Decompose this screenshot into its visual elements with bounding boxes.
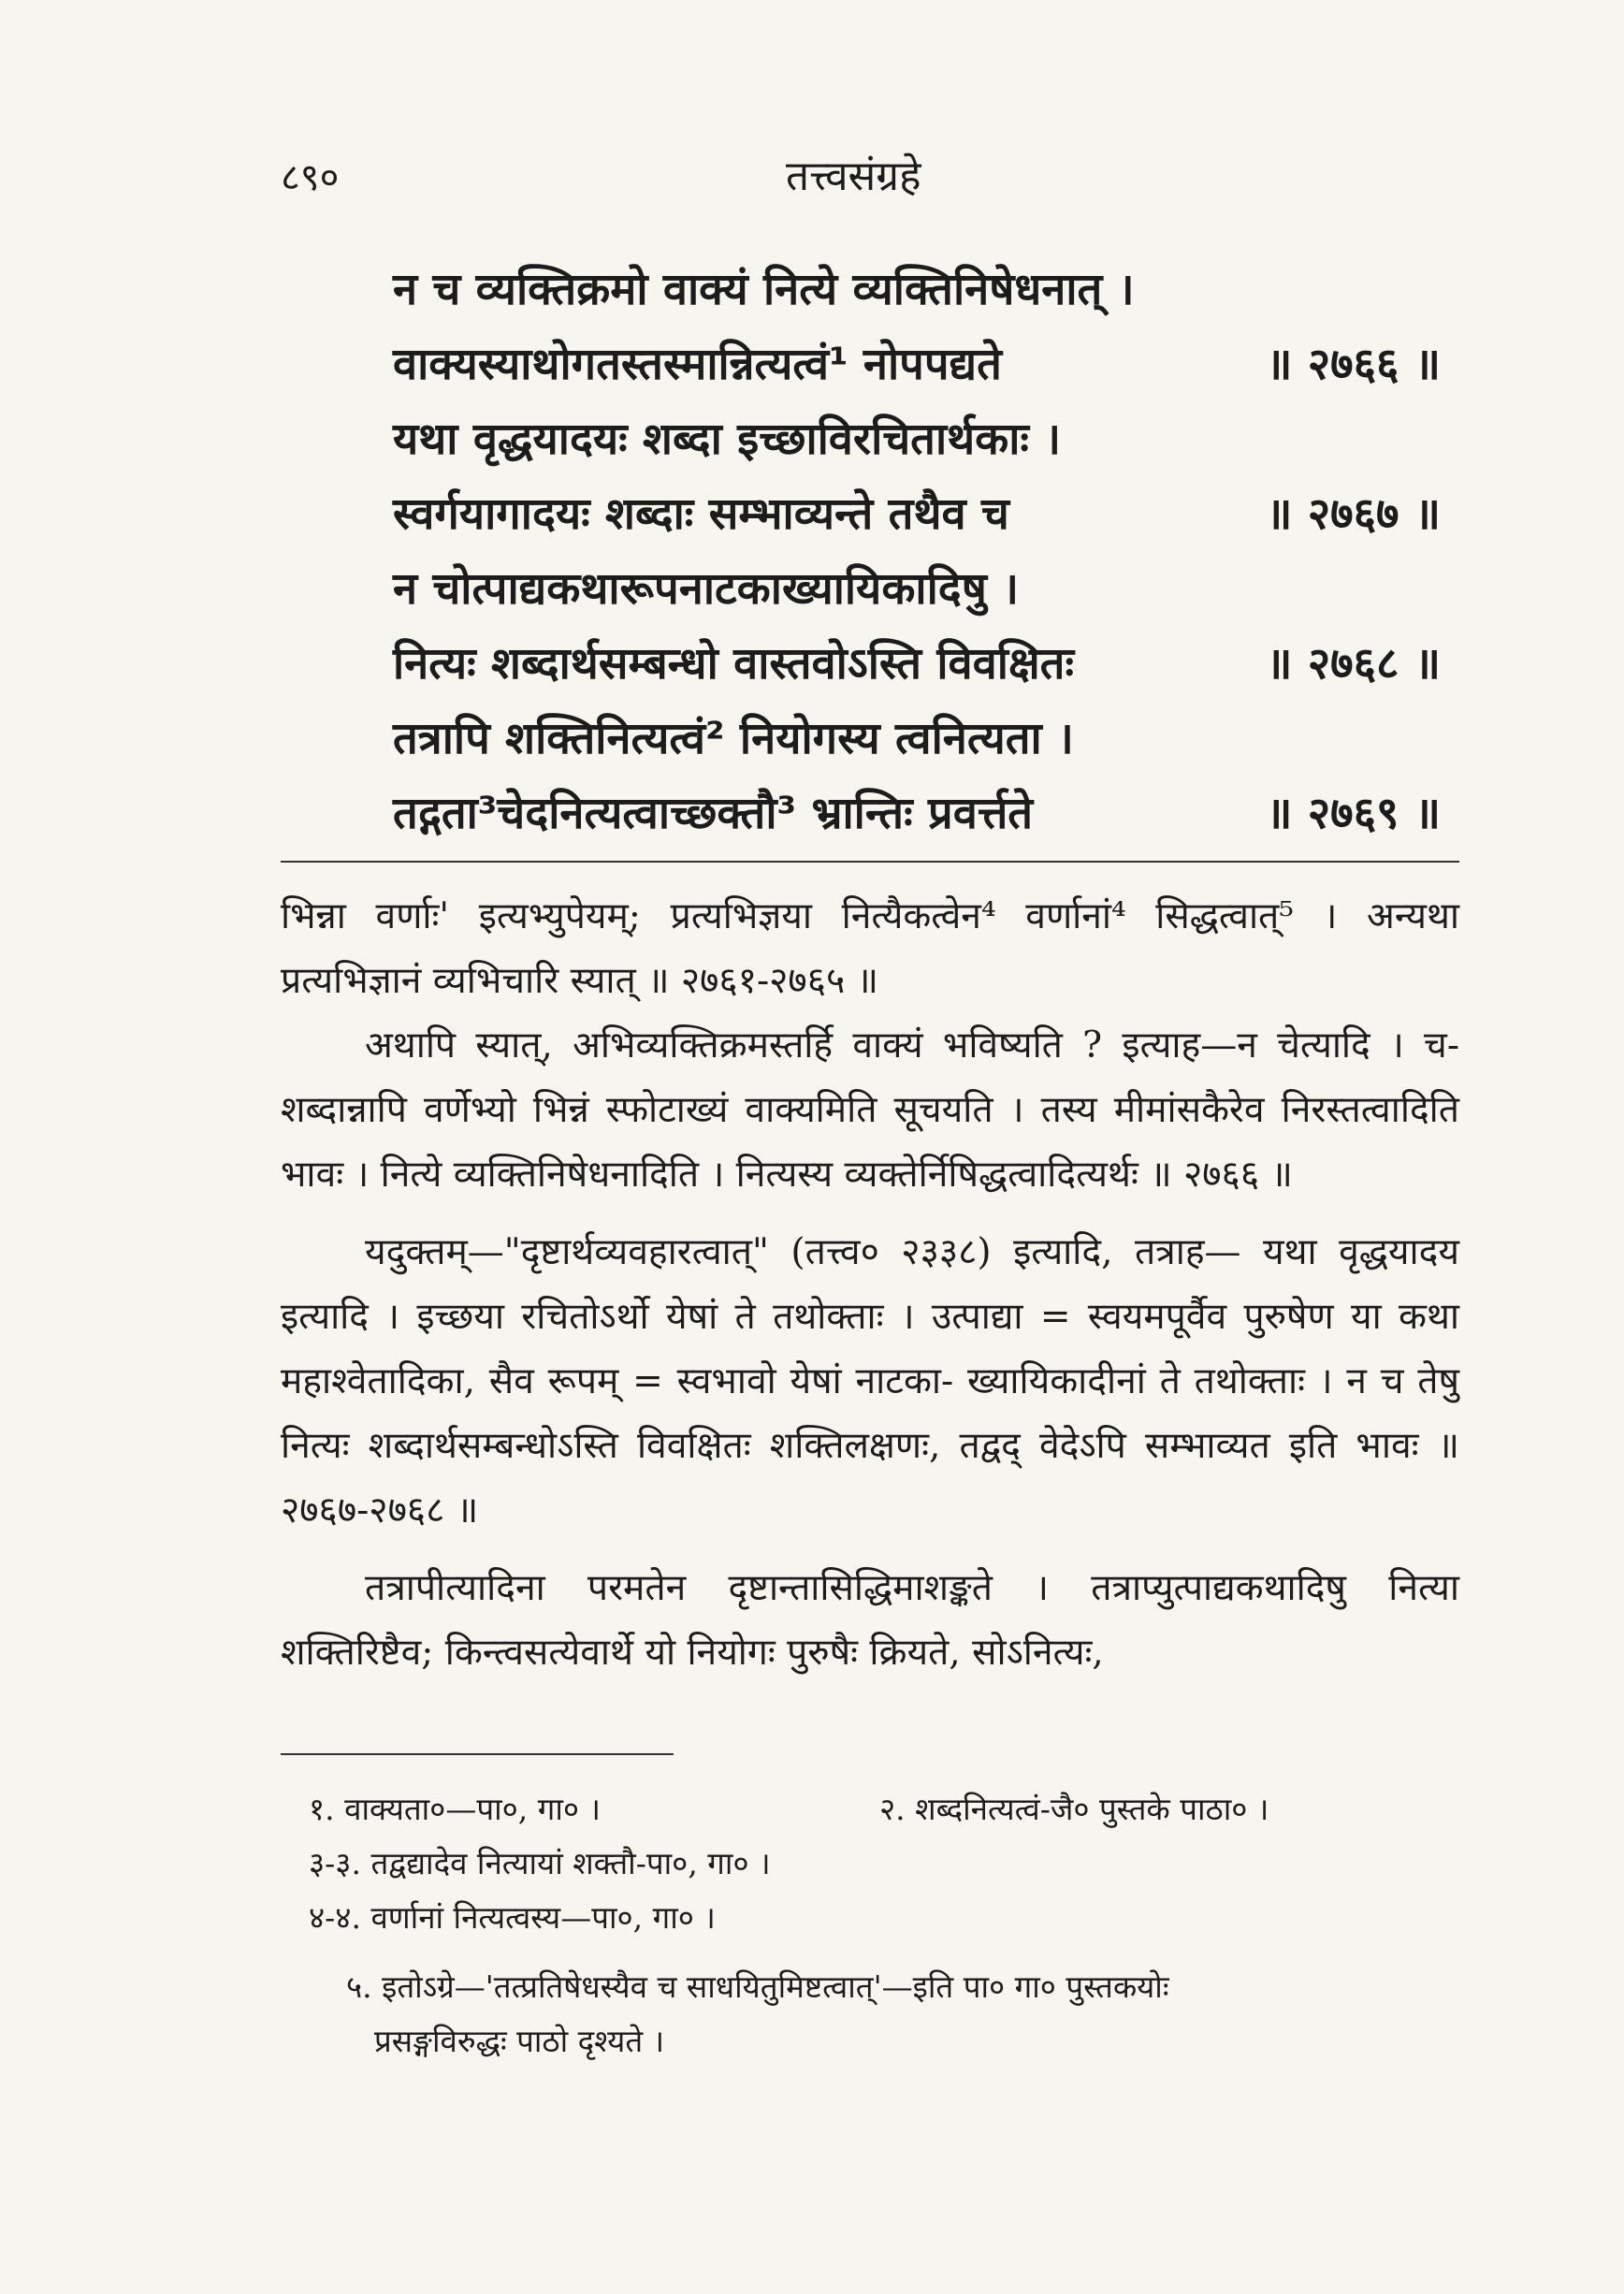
footnote-continuation: प्रसङ्गविरुद्धः पाठो दृश्यते । xyxy=(374,2023,665,2059)
verse-line xyxy=(393,777,1441,851)
verse-text: यथा वृद्धयादयः शब्दा इच्छाविरचितार्थकाः । xyxy=(393,414,1062,465)
footnote: २. शब्दनित्यत्वं-जै० पुस्तके पाठा० । xyxy=(879,1791,1269,1827)
footnote: ३-३. तद्वद्यादेव नित्यायां शक्तौ-पा०, गा० । xyxy=(309,1845,771,1881)
commentary-block xyxy=(281,884,1459,1685)
verse-line xyxy=(393,327,1441,402)
verse-block xyxy=(393,253,1441,851)
footnote: ५. इतोऽग्रे—'तत्प्रतिषेधस्यैव च साधयितुमिष्टत्वात्'—इति पा० गा० पुस्तकयोः xyxy=(346,1968,1169,2005)
page-number: ८९० xyxy=(281,156,340,199)
verse-number: ॥ २७६७ ॥ xyxy=(1266,488,1441,540)
verse-line xyxy=(393,477,1441,552)
footnote-row xyxy=(309,1837,1459,1891)
commentary-paragraph: भिन्ना वर्णाः' इत्यभ्युपेयम्; प्रत्यभिज्ञया नित्यैकत्वेन⁴ वर्णानां⁴ सिद्धत्वात्⁵ । अन्यथा प्रत्यभिज्ञानं व्यभिचारि स्यात् ॥ २७६१-२७६५ ॥ xyxy=(281,895,1459,1002)
verse-text: वाक्यस्याथोगतस्तस्मान्नित्यत्वं¹ नोपपद्यते xyxy=(393,339,1002,390)
footnote-divider xyxy=(281,1753,674,1755)
verse-line xyxy=(393,627,1441,702)
verse-text: नित्यः शब्दार्थसम्बन्धो वास्तवोऽस्ति विवक्षितः xyxy=(393,638,1074,690)
verse-text: तत्रापि शक्तिनित्यत्वं² नियोगस्य त्वनित्यता । xyxy=(393,713,1074,764)
footnote-row xyxy=(309,1891,1459,1945)
commentary-paragraph: अथापि स्यात्, अभिव्यक्तिक्रमस्तर्हि वाक्यं भविष्यति ? इत्याह—न चेत्यादि । च-शब्दान्नापि वर्णेभ्यो भिन्नं स्फोटाख्यं वाक्यमिति सूचयति । तस्य मीमांसकैरेव निरस्तत्वादिति भावः । नित्ये व्यक्तिनिषेधनादिति । नित्यस्य व्यक्तेर्निषिद्धत्वादित्यर्थः ॥ २७६६ ॥ xyxy=(281,1024,1459,1196)
section-divider xyxy=(281,861,1459,863)
verse-line xyxy=(393,402,1441,477)
verse-number: ॥ २७६९ ॥ xyxy=(1266,788,1441,839)
footnote-row xyxy=(309,1782,1459,1837)
verse-text: स्वर्गयागादयः शब्दाः सम्भाव्यन्ते तथैव च xyxy=(393,488,1009,540)
verse-line xyxy=(393,552,1441,627)
verse-number: ॥ २७६८ ॥ xyxy=(1266,638,1441,690)
footnote: ४-४. वर्णानां नित्यत्वस्य—पा०, गा० । xyxy=(309,1899,716,1936)
commentary-paragraph: तत्रापीत्यादिना परमतेन दृष्टान्तासिद्धिमाशङ्कते । तत्राप्युत्पाद्यकथादिषु नित्या शक्तिरिष्टैव; किन्त्वसत्येवार्थे यो नियोगः पुरुषैः क्रियते, सोऽनित्यः, xyxy=(281,1567,1459,1674)
page-header xyxy=(281,140,1459,206)
verse-text: न च व्यक्तिक्रमो वाक्यं नित्ये व्यक्तिनिषेधनात् । xyxy=(393,264,1135,315)
footnote: १. वाक्यता०—पा०, गा० । xyxy=(309,1791,602,1827)
running-title: तत्त्वसंग्रहे xyxy=(786,152,921,200)
verse-line xyxy=(393,253,1441,327)
commentary-paragraph: यदुक्तम्—"दृष्टार्थव्यवहारत्वात्" (तत्त्व० २३३८) इत्यादि, तत्राह— यथा वृद्धयादय इत्यादि । इच्छया रचितोऽर्थो येषां ते तथोक्ताः । उत्पाद्या = स्वयमपूर्वैव पुरुषेण या कथा महाश्वेतादिका, सैव रूपम् = स्वभावो येषां नाटका- ख्यायिकादीनां ते तथोक्ताः । न च तेषु नित्यः शब्दार्थसम्बन्धोऽस्ति विवक्षितः शक्तिलक्षणः, तद्वद् वेदेऽपि सम्भाव्यत इति भावः ॥ २७६७-२७६८ ॥ xyxy=(281,1231,1459,1532)
verse-number: ॥ २७६६ ॥ xyxy=(1266,339,1441,390)
verse-text: तद्गता³चेदनित्यत्वाच्छक्तौ³ भ्रान्तिः प्रवर्त्तते xyxy=(393,788,1034,839)
footnotes xyxy=(309,1782,1459,2069)
verse-text: न चोत्पाद्यकथारूपनाटकाख्यायिकादिषु । xyxy=(393,563,1020,615)
verse-line xyxy=(393,702,1441,777)
